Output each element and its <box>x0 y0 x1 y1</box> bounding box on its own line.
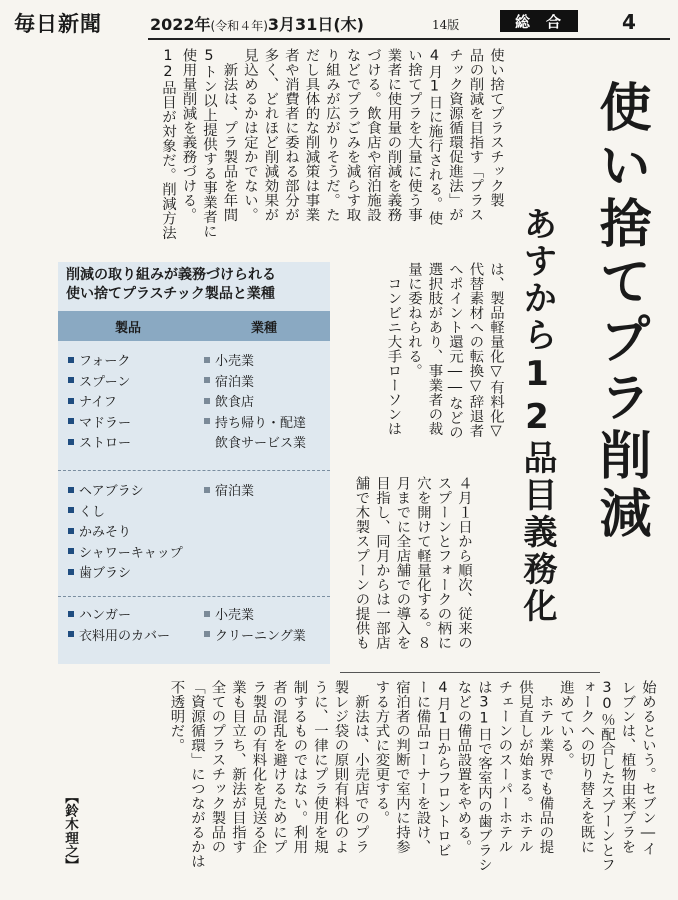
list-item <box>68 482 194 503</box>
list-item <box>204 414 328 435</box>
lead-column-1: 使い捨てプラスチック製 品の削減を目指す「プラス チック資源循環促進法」が 4月1日に施行される。使 い捨てプラを大量に使う事 業者に使用量の削減を義務 づける。飲食店や宿泊施設 などでプラごみを減らす取 り組みが広がりそうだ。た だし具体的な削減策は事業 者や消費者に委ねる部分が 多く、どれほど削減効果が 見込めるかは定かでない。 新法は、プラ製品を年間 5トン以上提供する事業者に 使用量削減を義務づける。 12品目が対象だ。削減方法 <box>160 48 504 240</box>
bullet-square <box>68 357 74 363</box>
page-number: 4 <box>622 10 636 34</box>
table-group-clothing <box>58 606 330 656</box>
industry-label: 宿泊業 <box>215 374 255 390</box>
list-item <box>68 627 194 648</box>
table-title-line-1: 削減の取り組みが義務づけられる <box>66 267 276 283</box>
mid-divider <box>340 672 600 673</box>
list-item <box>68 606 194 627</box>
list-item <box>204 393 328 414</box>
bullet-square <box>68 418 74 424</box>
byline: 【鈴木理之】 <box>62 790 78 872</box>
bullet-square <box>204 487 210 493</box>
industry-label: 小売業 <box>215 608 255 623</box>
header-rule <box>148 38 670 40</box>
list-item <box>68 373 194 394</box>
list-item <box>68 564 194 585</box>
bullet-square <box>204 631 210 637</box>
list-item <box>204 373 328 394</box>
bullet-square <box>204 611 210 617</box>
product-label: ハンガー <box>79 608 132 623</box>
bullet-square <box>68 548 74 554</box>
table-group-toiletries <box>58 482 330 592</box>
list-item <box>68 393 194 414</box>
list-item <box>68 503 194 524</box>
dateline <box>150 12 364 35</box>
product-label: フォーク <box>79 354 131 369</box>
bottom-column: 始めるという。セブン―イ レブンは、植物由来プラを 30％配合したスプーンとフ ォークへの切り替えを既に 進めている。 ホテル業界でも備品の提 供見直しが始まる。ホテル チェーンのスーパーホテル は31日で客室内の歯ブラシ などの備品設置をやめる。 4月1日からフロントロビ ーに備品コーナーを設け、 宿泊者の判断で室内に持参 する方式に変更する。 新法は、小売店でのプラ 製レジ袋の原則有料化のよ うに、一律にプラ使用を規 制するものではない。利用 者の混乱を避けるためにプ ラ製品の有料化を見送る企 業も目立ち、新法が目指す 全てのプラスチック製品の 「資源循環」につながるかは 不透明だ。 <box>168 680 656 872</box>
product-label: シャワーキャップ <box>79 545 183 561</box>
industry-label: 小売業 <box>215 354 255 369</box>
industry-label-continued: 飲食サービス業 <box>215 436 307 451</box>
table-title <box>66 266 336 304</box>
bullet-square <box>68 487 74 493</box>
bullet-square <box>68 569 74 575</box>
bullet-square <box>68 528 74 534</box>
bullet-square <box>204 377 210 383</box>
list-item <box>68 544 194 565</box>
date-era: (令和４年) <box>210 19 268 33</box>
bullet-square <box>68 398 74 404</box>
list-item <box>204 352 328 373</box>
masthead: 毎日新聞 <box>14 12 102 36</box>
industry-label: 持ち帰り・配達 <box>215 415 307 431</box>
bullet-square <box>68 439 74 445</box>
table-divider <box>58 470 330 472</box>
products-list <box>68 352 194 455</box>
bullet-square <box>68 377 74 383</box>
bullet-square <box>204 418 210 424</box>
product-label: かみそり <box>79 525 132 540</box>
industries-list <box>204 352 328 455</box>
bullet-square <box>68 611 74 617</box>
mid-column: ４月１日から順次、従来の スプーンとフォークの柄に 穴を開けて軽量化する。８ 月までに全店舗での導入を 目指し、同月からは一部店 舗で木製スプーンの提供も <box>353 476 472 650</box>
bullet-square <box>68 507 74 513</box>
date-year: 2022年 <box>150 15 211 34</box>
lead-column-2: は、製品軽量化▽有料化▽ 代替素材への転換▽辞退者 へポイント還元――などの 選択肢があり、事業者の裁 量に委ねられる。 コンビニ大手ローソンは <box>385 262 504 440</box>
table-header-row <box>58 311 330 341</box>
products-list <box>68 482 194 585</box>
product-label: ストロー <box>79 436 132 451</box>
list-item <box>68 434 194 455</box>
industries-list <box>204 482 328 503</box>
industries-list <box>204 606 328 647</box>
bullet-square <box>204 357 210 363</box>
product-label: スプーン <box>79 374 131 390</box>
list-item <box>204 627 328 648</box>
industry-label: 飲食店 <box>215 395 255 410</box>
product-label: 歯ブラシ <box>79 566 132 581</box>
industry-label: クリーニング業 <box>215 628 306 644</box>
bullet-square <box>68 631 74 637</box>
table-title-line-2: 使い捨てプラスチック製品と業種 <box>66 286 275 302</box>
date-day: 3月31日(木) <box>267 15 364 34</box>
table-header-industries: 業種 <box>250 320 277 336</box>
headline: 使い捨てプラ削減 <box>590 80 650 544</box>
section-tab: 総合 <box>500 10 578 32</box>
edition-label: 14版 <box>432 18 460 32</box>
industry-label: 宿泊業 <box>215 484 255 499</box>
products-list <box>68 606 194 647</box>
product-label: ナイフ <box>79 395 117 410</box>
list-item <box>68 352 194 373</box>
list-item <box>204 482 328 503</box>
table-group-utensils <box>58 352 330 466</box>
subheadline: あすから12品目義務化 <box>517 206 557 625</box>
table-header-products: 製品 <box>114 320 141 336</box>
table-divider <box>58 596 330 598</box>
product-label: くし <box>79 504 106 520</box>
product-label: ヘアブラシ <box>79 484 144 499</box>
product-label: 衣料用のカバー <box>79 628 171 644</box>
product-label: マドラー <box>79 415 132 431</box>
list-item <box>68 523 194 544</box>
list-item <box>204 606 328 627</box>
bullet-square <box>204 398 210 404</box>
list-item <box>68 414 194 435</box>
